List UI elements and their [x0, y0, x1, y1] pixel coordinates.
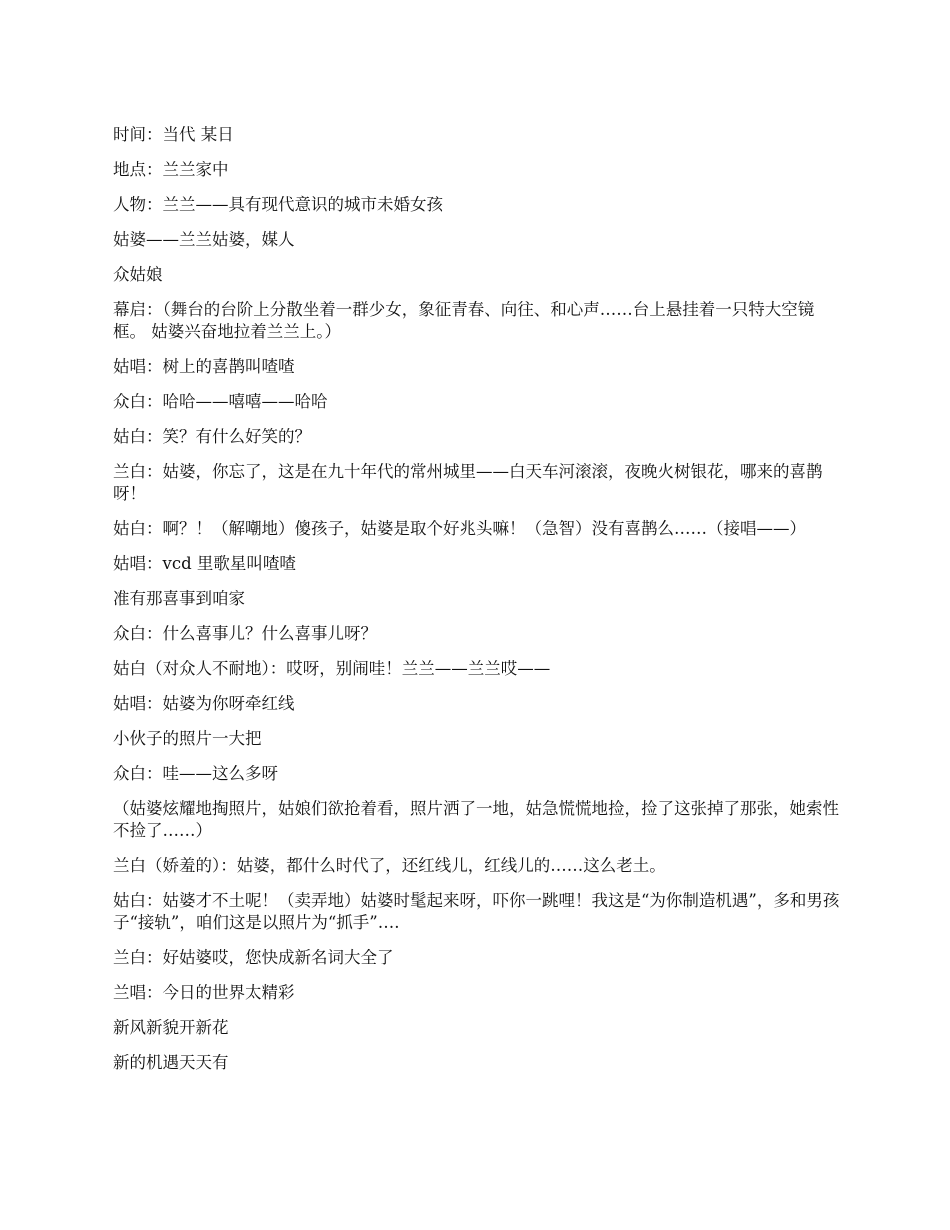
- dialogue-line: 姑白：笑？有什么好笑的？: [113, 427, 311, 446]
- paragraph-character-girls: 众姑娘: [113, 265, 163, 284]
- paragraph-character-gupo: 姑婆——兰兰姑婆，媒人: [113, 230, 295, 249]
- dialogue-line: 众白：什么喜事儿？什么喜事儿呀？: [113, 624, 377, 643]
- dialogue-line: 兰白（娇羞的）：姑婆，都什么时代了，还红线儿，红线儿的……这么老土。: [113, 856, 666, 875]
- dialogue-line: 姑白：姑婆才不土呢！（卖弄地）姑婆时髦起来呀，吓你一跳哩！我这是“为你制造机遇”，多和男孩子“接轨”，咱们这是以照片为“抓手”….: [113, 891, 840, 932]
- dialogue-line: 姑唱：树上的喜鹊叫喳喳: [113, 357, 295, 376]
- dialogue-line: 姑白：啊？！（解嘲地）傻孩子，姑婆是取个好兆头嘛！（急智）没有喜鹊么……（接唱——）: [113, 519, 806, 538]
- dialogue-line: 兰白：好姑婆哎，您快成新名词大全了: [113, 948, 394, 967]
- dialogue-line: 准有那喜事到咱家: [113, 589, 245, 608]
- dialogue-line: 众白：哇——这么多呀: [113, 764, 278, 783]
- paragraph-place: 地点：兰兰家中: [113, 160, 229, 179]
- stage-direction: （姑婆炫耀地掏照片，姑娘们欲抢着看，照片洒了一地，姑急慌慌地捡，捡了这张掉了那张，她索性不捡了……）: [113, 799, 839, 840]
- dialogue-line: 姑唱：姑婆为你呀牵红线: [113, 694, 295, 713]
- dialogue-line: 新风新貌开新花: [113, 1018, 229, 1037]
- dialogue-line: 众白：哈哈——嘻嘻——哈哈: [113, 392, 328, 411]
- paragraph-characters: 人物：兰兰——具有现代意识的城市未婚女孩: [113, 195, 443, 214]
- dialogue-line: 姑白（对众人不耐地）：哎呀，别闹哇！兰兰——兰兰哎——: [113, 659, 551, 678]
- dialogue-line: 姑唱：vcd 里歌星叫喳喳: [113, 554, 296, 573]
- dialogue-line: 兰唱：今日的世界太精彩: [113, 983, 295, 1002]
- dialogue-line: 兰白：姑婆，你忘了，这是在九十年代的常州城里——白天车河滚滚，夜晚火树银花，哪来的喜鹊呀！: [113, 462, 823, 503]
- paragraph-time: 时间：当代 某日: [113, 125, 234, 144]
- paragraph-curtain-rise: 幕启：（舞台的台阶上分散坐着一群少女，象征青春、向往、和心声……台上悬挂着一只特大空镜框。 姑婆兴奋地拉着兰兰上。）: [113, 300, 815, 341]
- dialogue-line: 新的机遇天天有: [113, 1053, 229, 1072]
- dialogue-line: 小伙子的照片一大把: [113, 729, 262, 748]
- script-text: [113, 124, 841, 1087]
